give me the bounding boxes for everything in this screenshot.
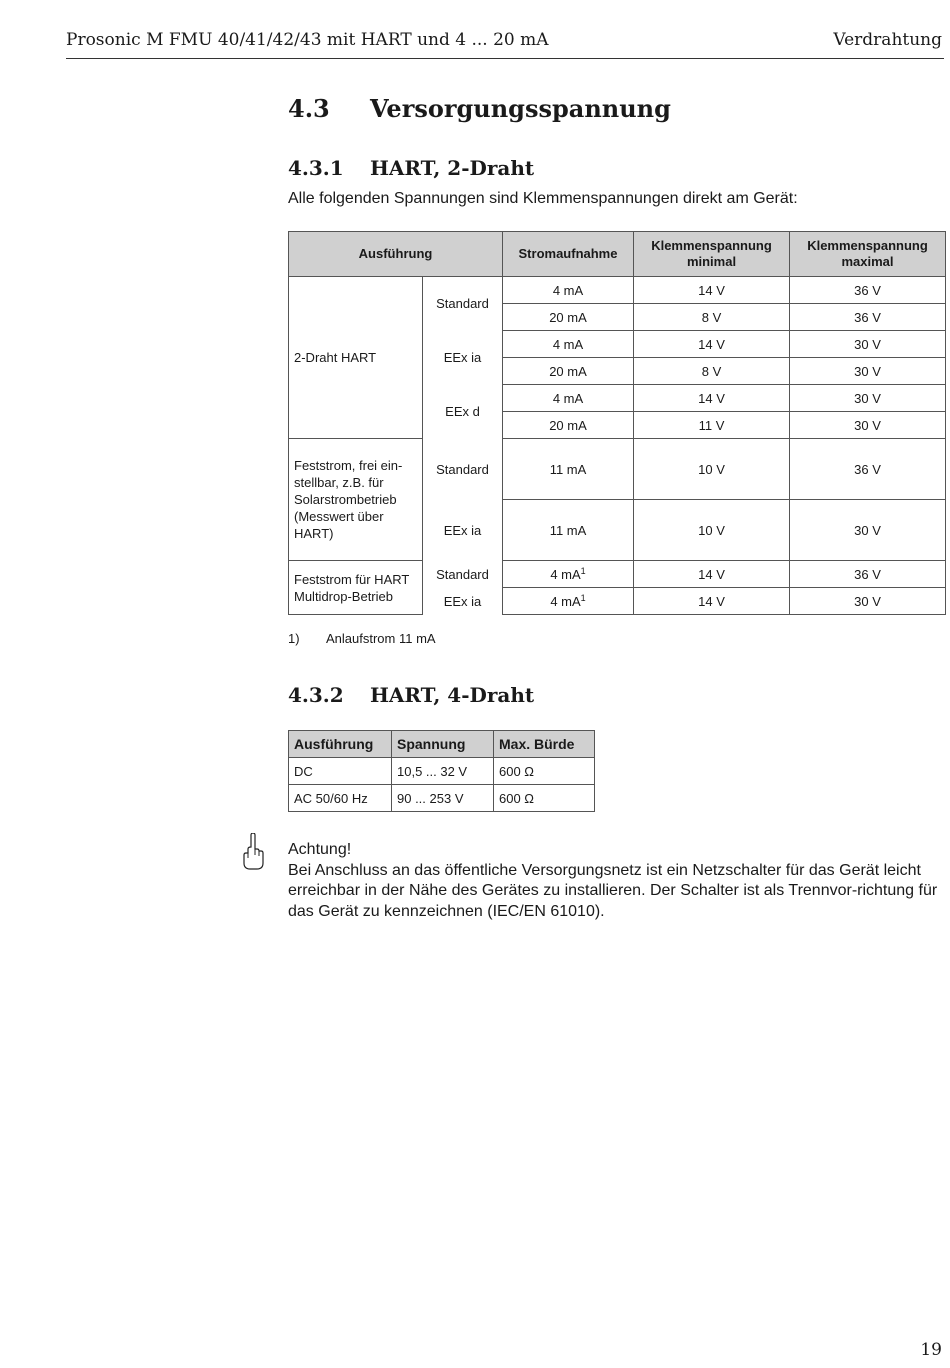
cell-strom: 4 mA	[503, 277, 634, 304]
cell-strom: 11 mA	[503, 439, 634, 500]
cell-strom: 4 $mA^1$	[503, 588, 634, 615]
note-text: Bei Anschluss an das öffentliche Versorgungsnetz ist ein Netzschalter für das Gerät leicht erreichbar in der Nähe des Gerätes zu installieren. Der Schalter ist als Trennvor-richtung für das Gerät zu kennzeichnen (IEC/EN 61010).	[288, 861, 938, 920]
cell-ausfuehrung: AC 50/60 Hz	[289, 785, 392, 812]
voltage-table-2-wire	[288, 231, 946, 615]
footnote-ref: 1	[580, 565, 586, 576]
header-chapter: Verdrahtung	[833, 30, 942, 50]
cell-strom: 20 mA	[503, 304, 634, 331]
cell-max: 30 V	[790, 331, 946, 358]
table-header-row	[289, 232, 946, 277]
subsection-heading-1	[288, 156, 534, 180]
table-row	[289, 785, 595, 812]
table-row	[289, 277, 946, 304]
footnote-mark: 1)	[288, 631, 300, 646]
cell-strom: 11 mA	[503, 500, 634, 561]
table-row	[289, 758, 595, 785]
cell-strom: 20 mA	[503, 358, 634, 385]
cell-max: 30 V	[790, 412, 946, 439]
cell-min: 14 V	[634, 561, 790, 588]
group-label: Feststrom für HART Multidrop-Betrieb	[289, 561, 423, 615]
section-number: 4.3	[288, 94, 330, 123]
section-heading	[288, 94, 671, 123]
variant-label: Standard	[423, 561, 503, 588]
footnote-ref: 1	[580, 592, 586, 603]
header-divider	[66, 58, 944, 59]
header-stromaufnahme: Stromaufnahme	[503, 232, 634, 277]
variant-label: Standard	[423, 439, 503, 500]
cell-max: 30 V	[790, 588, 946, 615]
cell-strom: 4 $mA^1$	[503, 561, 634, 588]
pointing-hand-icon	[240, 833, 266, 871]
note-title: Achtung!	[288, 841, 352, 858]
header-ausfuehrung: Ausführung	[289, 731, 392, 758]
section-title: Versorgungsspannung	[370, 94, 671, 123]
cell-min: 11 V	[634, 412, 790, 439]
header-max: Klemmenspannung maximal	[790, 232, 946, 277]
subsection-title: HART, 4-Draht	[370, 683, 535, 707]
cell-min: 14 V	[634, 331, 790, 358]
intro-text: Alle folgenden Spannungen sind Klemmenspannungen direkt am Gerät:	[288, 190, 798, 207]
cell-max: 30 V	[790, 500, 946, 561]
cell-min: 10 V	[634, 439, 790, 500]
cell-strom: 4 mA	[503, 385, 634, 412]
variant-label: EEx d	[423, 385, 503, 439]
cell-max: 36 V	[790, 561, 946, 588]
variant-label: EEx ia	[423, 500, 503, 561]
subsection-number: 4.3.2	[288, 683, 344, 707]
subsection-heading-2	[288, 683, 534, 707]
cell-spannung: 90 ... 253 V	[392, 785, 494, 812]
header-buerde: Max. Bürde	[494, 731, 595, 758]
table-header-row	[289, 731, 595, 758]
warning-note	[288, 840, 944, 922]
table-row	[289, 439, 946, 500]
header-spannung: Spannung	[392, 731, 494, 758]
cell-max: 36 V	[790, 439, 946, 500]
cell-buerde: 600 Ω	[494, 785, 595, 812]
cell-max: 36 V	[790, 277, 946, 304]
subsection-title: HART, 2-Draht	[370, 156, 535, 180]
variant-label: EEx ia	[423, 588, 503, 615]
voltage-table-4-wire	[288, 730, 595, 812]
variant-label: EEx ia	[423, 331, 503, 385]
header-min: Klemmenspannung minimal	[634, 232, 790, 277]
cell-buerde: 600 Ω	[494, 758, 595, 785]
cell-strom: 20 mA	[503, 412, 634, 439]
group-label: 2-Draht HART	[289, 277, 423, 439]
cell-strom: 4 mA	[503, 331, 634, 358]
variant-label: Standard	[423, 277, 503, 331]
group-label: Feststrom, frei ein-stellbar, z.B. für Solarstrombetrieb (Messwert über HART)	[289, 439, 423, 561]
footnote	[288, 631, 436, 646]
header-ausfuehrung: Ausführung	[289, 232, 503, 277]
cell-max: 30 V	[790, 358, 946, 385]
footnote-text: Anlaufstrom 11 mA	[326, 631, 436, 646]
cell-min: 14 V	[634, 385, 790, 412]
cell-max: 30 V	[790, 385, 946, 412]
subsection-number: 4.3.1	[288, 156, 344, 180]
cell-max: 36 V	[790, 304, 946, 331]
cell-ausfuehrung: DC	[289, 758, 392, 785]
cell-spannung: 10,5 ... 32 V	[392, 758, 494, 785]
header-title: Prosonic M FMU 40/41/42/43 mit HART und 4 ... 20 mA	[66, 30, 549, 50]
table-row	[289, 561, 946, 588]
cell-min: 14 V	[634, 277, 790, 304]
page-number: 19	[920, 1340, 942, 1360]
cell-min: 14 V	[634, 588, 790, 615]
cell-min: 8 V	[634, 304, 790, 331]
cell-min: 10 V	[634, 500, 790, 561]
cell-min: 8 V	[634, 358, 790, 385]
